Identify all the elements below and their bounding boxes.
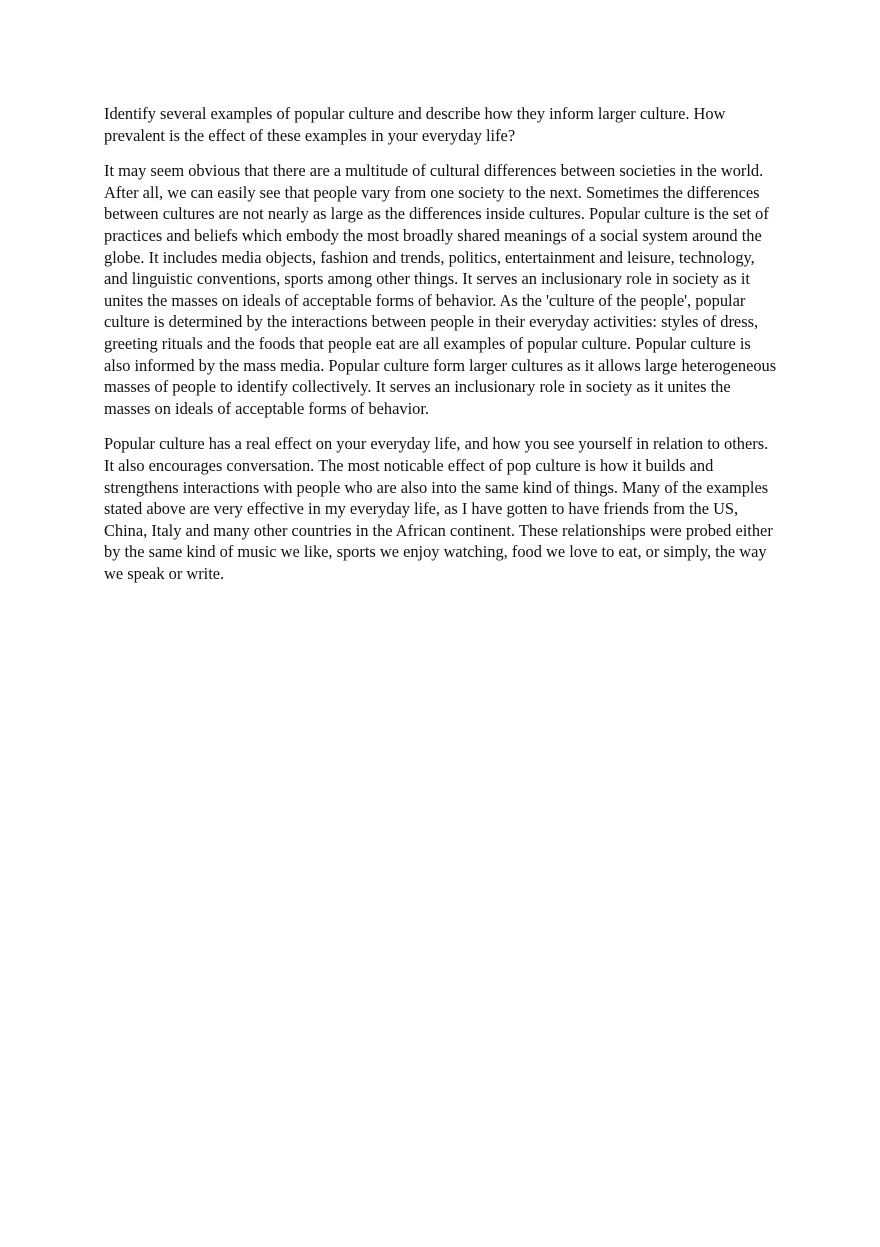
paragraph-2: Popular culture has a real effect on your everyday life, and how you see yourself in relation to others. It also encourages conversation. The most noticable effect of pop culture is how it builds and strengthens interactions with people who are also into the same kind of things. Many of the examples stated above are very effective in my everyday life, as I have gotten to have friends from the US, China, Italy and many other countries in the African continent. These relationships were probed either by the same kind of music we like, sports we enjoy watching, food we love to eat, or simply, the way we speak or write. [104, 434, 773, 583]
document-page [104, 103, 779, 598]
paragraph-1: It may seem obvious that there are a multitude of cultural differences between societies in the world. After all, we can easily see that people vary from one society to the next. Sometimes the differences between cultures are not nearly as large as the differences inside cultures. Popular culture is the set of practices and beliefs which embody the most broadly shared meanings of a social system around the globe. It includes media objects, fashion and trends, politics, entertainment and leisure, technology, and linguistic conventions, sports among other things. It serves an inclusionary role in society as it unites the masses on ideals of acceptable forms of behavior. As the 'culture of the people', popular culture is determined by the interactions between people in their everyday activities: styles of dress, greeting rituals and the foods that people eat are all examples of popular culture. Popular culture is also informed by the mass media. Popular culture form larger cultures as it allows large heterogeneous masses of people to identify collectively. It serves an inclusionary role in society as it unites the masses on ideals of acceptable forms of behavior. [104, 161, 777, 418]
question-text: Identify several examples of popular culture and describe how they inform larger culture. How prevalent is the effect of these examples in your everyday life? [104, 104, 726, 145]
